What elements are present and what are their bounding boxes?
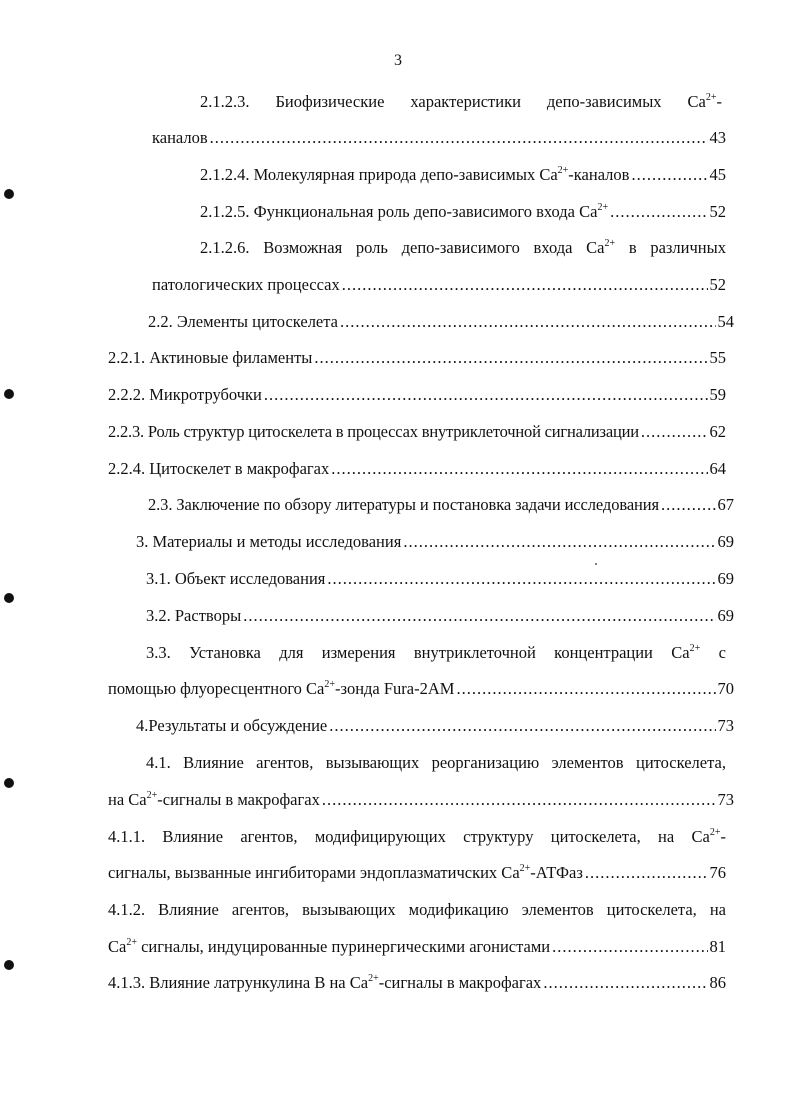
toc-entry-2-1-2-4[interactable]: [200, 164, 726, 186]
toc-entry-4-1-1-cont: [108, 862, 726, 884]
toc-page: 62: [709, 422, 726, 441]
toc-entry-2-1-2-5[interactable]: [200, 201, 726, 223]
toc-entry-4-1-2-cont: [108, 936, 726, 958]
dot-leader: [322, 789, 716, 811]
toc-number: 4.: [136, 716, 149, 735]
toc-number: 2.2.1.: [108, 348, 146, 367]
toc-entry-3-3[interactable]: [146, 642, 726, 664]
toc-title: Микротрубочки: [149, 385, 262, 404]
dot-leader: [340, 311, 716, 333]
toc-page: 67: [717, 495, 734, 514]
dot-leader: [264, 384, 708, 406]
toc-word: реорганизацию: [431, 753, 540, 772]
dot-leader: [210, 127, 708, 149]
toc-page: 69: [717, 569, 734, 588]
toc-page: 70: [717, 679, 734, 698]
toc-word: в: [628, 238, 637, 257]
toc-title: Актиновые филаменты: [149, 348, 313, 367]
toc-entry-2-2-3[interactable]: [108, 421, 726, 443]
dot-leader: [403, 531, 715, 553]
toc-word: Ca: [687, 92, 706, 111]
toc-page: 64: [709, 459, 726, 478]
toc-word: элементов: [521, 900, 594, 919]
toc-page: 52: [709, 202, 726, 221]
toc-entry-2-1-2-6[interactable]: [200, 237, 726, 259]
punch-hole-mark: [4, 960, 14, 970]
toc-title: Цитоскелет в макрофагах: [149, 459, 330, 478]
toc-number: 4.1.1.: [108, 827, 146, 846]
dot-leader: [585, 862, 708, 884]
toc-number: 2.1.2.4.: [200, 165, 250, 184]
toc-title: на Ca: [108, 790, 147, 809]
toc-word: Возможная: [263, 238, 343, 257]
superscript: 2+: [557, 164, 569, 176]
toc-page: 69: [717, 532, 734, 551]
toc-entry-4-1-cont: [108, 789, 734, 811]
toc-title: Молекулярная природа депо-зависимых Ca: [253, 165, 558, 184]
toc-page: 54: [717, 312, 734, 331]
toc-title: Элементы цитоскелета: [176, 312, 338, 331]
dot-leader: [661, 494, 716, 516]
toc-word: Ca: [586, 238, 605, 257]
toc-entry-4-1-2[interactable]: [108, 899, 726, 921]
toc-word: Влияние: [162, 827, 224, 846]
toc-word: вызывающих: [325, 753, 420, 772]
toc-page: 43: [709, 128, 726, 147]
toc-title: Влияние латрункулина В на Ca: [149, 973, 369, 992]
toc-word: внутриклеточной: [413, 643, 536, 662]
toc-title: каналов: [152, 128, 208, 147]
toc-number: 3.3.: [146, 643, 171, 662]
toc-entry-3-2[interactable]: [146, 605, 734, 627]
dot-leader: [327, 568, 715, 590]
superscript: 2+: [689, 642, 701, 654]
toc-word: -: [720, 827, 726, 846]
toc-word: характеристики: [410, 92, 521, 111]
toc-title: -каналов: [568, 165, 630, 184]
toc-word: депо-зависимого: [401, 238, 520, 257]
toc-word: вызывающих: [302, 900, 396, 919]
toc-entry-2-1-2-3[interactable]: [200, 91, 722, 113]
toc-word: -: [716, 92, 722, 111]
toc-word: на: [709, 900, 726, 919]
superscript: 2+: [519, 862, 531, 874]
toc-word: на: [658, 827, 675, 846]
toc-word: агентов,: [240, 827, 298, 846]
toc-word: различных: [650, 238, 726, 257]
toc-entry-2-2-2[interactable]: [108, 384, 726, 406]
toc-word: цитоскелета,: [606, 900, 697, 919]
toc-page: 81: [709, 937, 726, 956]
toc-title: Объект исследования: [174, 569, 326, 588]
toc-word: для: [279, 643, 304, 662]
superscript: 2+: [709, 826, 721, 838]
dot-leader: [329, 715, 715, 737]
dot-leader: [243, 605, 715, 627]
toc-number: 2.1.2.5.: [200, 202, 250, 221]
toc-number: 2.2.: [148, 312, 173, 331]
toc-entry-4-1-3[interactable]: [108, 972, 726, 994]
toc-page: 86: [709, 973, 726, 992]
toc-page: 76: [709, 863, 726, 882]
toc-title: Роль структур цитоскелета в процессах внутриклеточной сигнализации: [147, 422, 639, 441]
toc-word: депо-зависимых: [546, 92, 662, 111]
toc-page: 73: [717, 716, 734, 735]
dot-leader: [631, 164, 707, 186]
toc-word: структуру: [463, 827, 534, 846]
toc-title: сигналы, индуцированные пуринергическими агонистами: [136, 937, 551, 956]
punch-hole-mark: [4, 778, 14, 788]
toc-word: концентрации: [554, 643, 653, 662]
toc-entry-2-3[interactable]: [148, 494, 734, 516]
toc-number: 2.1.2.6.: [200, 238, 250, 257]
toc-title: Функциональная роль депо-зависимого входа Ca: [253, 202, 598, 221]
toc-word: агентов,: [231, 900, 290, 919]
toc-entry-3-3-cont: [108, 678, 734, 700]
superscript: 2+: [126, 936, 137, 948]
toc-number: 3.2.: [146, 606, 171, 625]
toc-entry-4-1-1[interactable]: [108, 826, 726, 848]
dot-leader: [610, 201, 707, 223]
dot-leader: [331, 458, 707, 480]
page-number: 3: [394, 52, 402, 69]
toc-page: 55: [709, 348, 726, 367]
dot-leader: [641, 421, 708, 443]
toc-word: входа: [533, 238, 573, 257]
toc-number: 2.2.4.: [108, 459, 146, 478]
toc-page: 73: [717, 790, 734, 809]
toc-entry-2-1-2-6-cont: [152, 274, 726, 296]
toc-word: Биофизические: [275, 92, 385, 111]
toc-title: патологических процессах: [152, 275, 340, 294]
toc-entry-4-1[interactable]: [146, 752, 726, 774]
toc-page: 69: [717, 606, 734, 625]
toc-title: -зонда Fura-2AM: [335, 679, 455, 698]
toc-entry-3[interactable]: [136, 531, 734, 553]
toc-page: 52: [709, 275, 726, 294]
punch-hole-mark: [4, 593, 14, 603]
toc-number: 4.1.2.: [108, 900, 146, 919]
scan-speck: [595, 563, 597, 565]
toc-word: измерения: [321, 643, 396, 662]
toc-title: -сигналы в макрофагах: [378, 973, 542, 992]
toc-title: Ca: [108, 937, 127, 956]
toc-title: Материалы и методы исследования: [152, 532, 402, 551]
toc-word: цитоскелета,: [550, 827, 641, 846]
toc-number: 2.2.2.: [108, 385, 146, 404]
toc-number: 3.1.: [146, 569, 171, 588]
toc-word: Влияние: [183, 753, 244, 772]
toc-entry-3-1[interactable]: [146, 568, 734, 590]
dot-leader: [314, 347, 707, 369]
toc-word: модифицирующих: [314, 827, 446, 846]
superscript: 2+: [597, 201, 609, 213]
toc-word: Влияние: [158, 900, 219, 919]
toc-entry-2-2-1[interactable]: [108, 347, 726, 369]
toc-number: 3.: [136, 532, 149, 551]
dot-leader: [543, 972, 707, 994]
toc-word: Ca: [671, 643, 690, 662]
toc-word: модификацию: [408, 900, 509, 919]
toc-title: Результаты и обсуждение: [148, 716, 328, 735]
dot-leader: [456, 678, 715, 700]
toc-title: Растворы: [174, 606, 242, 625]
toc-word: цитоскелета,: [635, 753, 726, 772]
punch-hole-mark: [4, 389, 14, 399]
toc-number: 2.2.3.: [108, 422, 144, 441]
toc-number: 2.1.2.3.: [200, 92, 250, 111]
toc-page: 45: [709, 165, 726, 184]
toc-entry-2-2-4[interactable]: [108, 458, 726, 480]
superscript: 2+: [324, 678, 336, 690]
superscript: 2+: [146, 789, 158, 801]
punch-hole-mark: [4, 189, 14, 199]
toc-word: роль: [355, 238, 388, 257]
toc-number: 4.1.: [146, 753, 171, 772]
toc-entry-4[interactable]: [136, 715, 734, 737]
toc-number: 2.3.: [148, 495, 173, 514]
toc-word: элементов: [551, 753, 624, 772]
toc-word: Установка: [189, 643, 261, 662]
superscript: 2+: [705, 91, 717, 103]
toc-word: Ca: [691, 827, 710, 846]
toc-title: Заключение по обзору литературы и постановка задачи исследования: [176, 495, 659, 514]
toc-title: -сигналы в макрофагах: [157, 790, 320, 809]
toc-word: агентов,: [256, 753, 314, 772]
toc-title: помощью флуоресцентного Ca: [108, 679, 325, 698]
toc-title: -АТФаз: [530, 863, 583, 882]
dot-leader: [552, 936, 707, 958]
superscript: 2+: [368, 972, 379, 984]
dot-leader: [342, 274, 708, 296]
superscript: 2+: [604, 237, 616, 249]
toc-title: сигналы, вызванные ингибиторами эндоплазматичских Ca: [108, 863, 520, 882]
toc-word: с: [718, 643, 726, 662]
toc-page: 59: [709, 385, 726, 404]
toc-number: 4.1.3.: [108, 973, 146, 992]
toc-entry-2-1-2-3-cont: [152, 127, 726, 149]
toc-entry-2-2[interactable]: [148, 311, 734, 333]
